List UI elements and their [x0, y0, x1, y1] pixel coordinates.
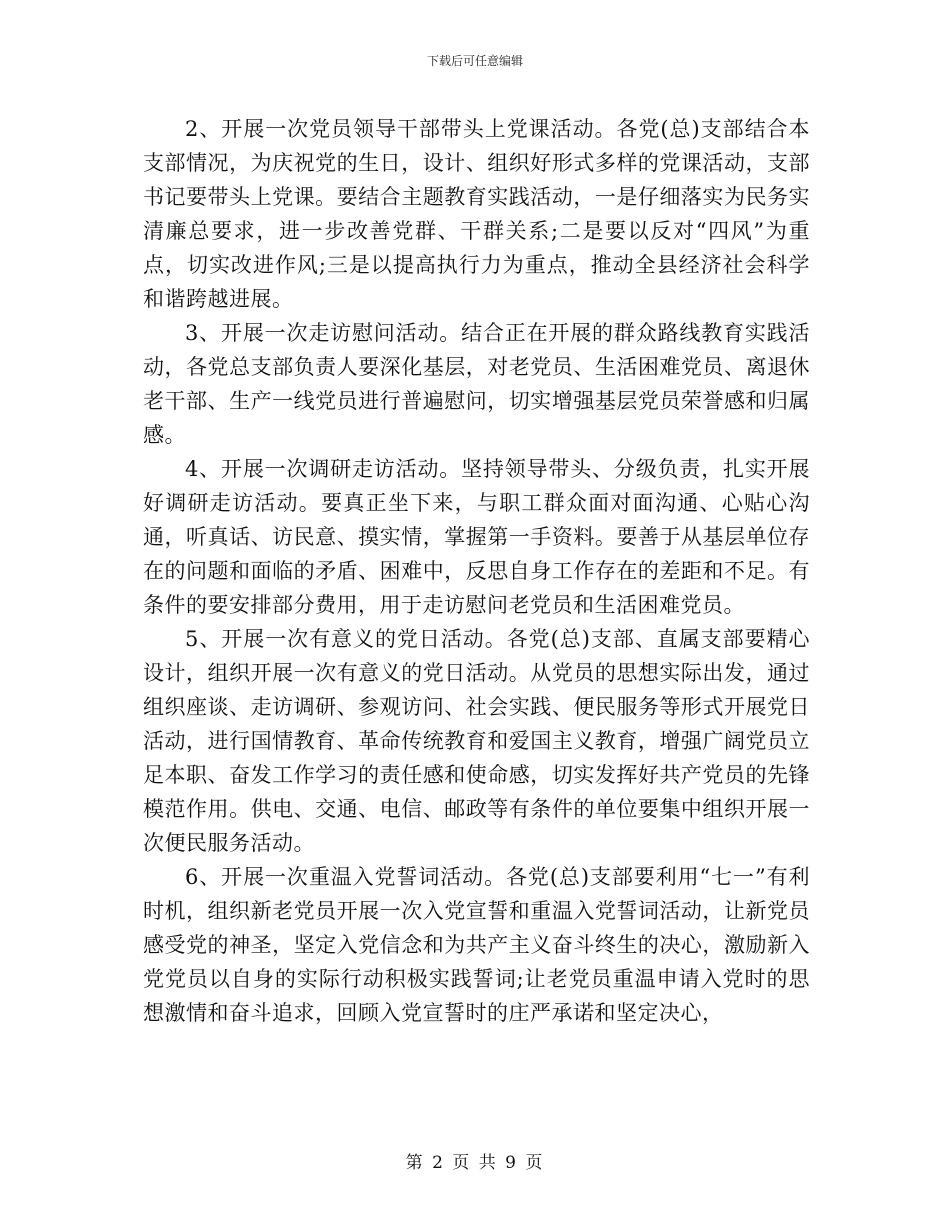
paragraph-6: 6、开展一次重温入党誓词活动。各党(总)支部要利用“七一”有利时机，组织新老党员开展一次入党宣誓和重温入党誓词活动，让新党员感受党的神圣，坚定入党信念和为共产主义奋斗终生的决心，激励新入党党员以自身的实际行动积极实践誓词;让老党员重温申请入党时的思想激情和奋斗追求，回顾入党宣誓时的庄严承诺和坚定决心，: [143, 865, 810, 1025]
paragraph-3: 3、开展一次走访慰问活动。结合正在开展的群众路线教育实践活动，各党总支部负责人要深化基层，对老党员、生活困难党员、离退休老干部、生产一线党员进行普遍慰问，切实增强基层党员荣誉感和归属感。: [143, 321, 810, 447]
paragraph-4: 4、开展一次调研走访活动。坚持领导带头、分级负责，扎实开展好调研走访活动。要真正坐下来，与职工群众面对面沟通、心贴心沟通，听真话、访民意、摸实情，掌握第一手资料。要善于从基层单位存在的问题和面临的矛盾、困难中，反思自身工作存在的差距和不足。有条件的要安排部分费用，用于走访慰问老党员和生活困难党员。: [143, 457, 810, 617]
document-body: [143, 112, 810, 1030]
header-note: 下载后可任意编辑: [426, 54, 523, 68]
paragraph-2: 2、开展一次党员领导干部带头上党课活动。各党(总)支部结合本支部情况，为庆祝党的生日，设计、组织好形式多样的党课活动，支部书记要带头上党课。要结合主题教育实践活动，一是仔细落实为民务实清廉总要求，进一步改善党群、干群关系;二是要以反对“四风”为重点，切实改进作风;三是以提高执行力为重点，推动全县经济社会科学和谐跨越进展。: [143, 117, 810, 311]
paragraph-5: 5、开展一次有意义的党日活动。各党(总)支部、直属支部要精心设计，组织开展一次有意义的党日活动。从党员的思想实际出发，通过组织座谈、走访调研、参观访问、社会实践、便民服务等形式开展党日活动，进行国情教育、革命传统教育和爱国主义教育，增强广阔党员立足本职、奋发工作学习的责任感和使命感，切实发挥好共产党员的先锋模范作用。供电、交通、电信、邮政等有条件的单位要集中组织开展一次便民服务活动。: [143, 627, 810, 855]
page-number-footer: 第 2 页 共 9 页: [405, 1153, 545, 1173]
